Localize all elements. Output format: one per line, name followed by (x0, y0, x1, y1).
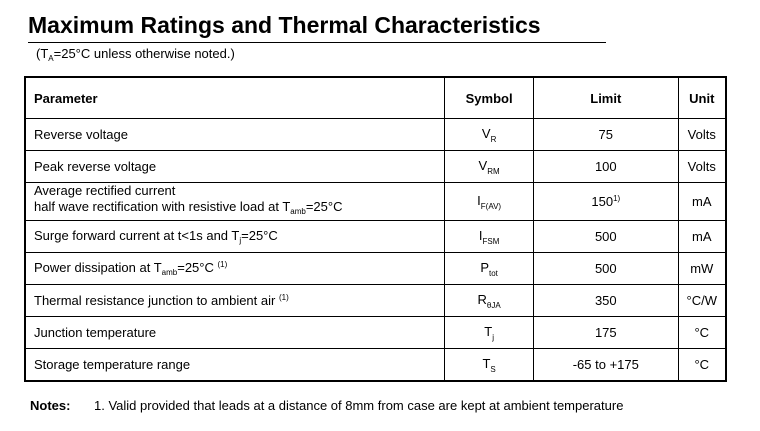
parameter-line-1: Average rectified current (34, 183, 176, 198)
row-limit: 350 (534, 285, 678, 317)
row-symbol (445, 221, 534, 253)
symbol-letter: T (482, 355, 491, 371)
row-limit: 75 (534, 119, 678, 151)
parameter-text-a: Surge forward current at t<1s and T (34, 228, 240, 243)
row-unit: °C (678, 317, 726, 349)
row-unit: mA (678, 221, 726, 253)
symbol-subscript: FSM (482, 236, 500, 246)
parameter-text-a: Power dissipation at T (34, 260, 162, 275)
symbol-letter: T (484, 323, 493, 339)
row-unit: °C (678, 349, 726, 382)
table-row (25, 349, 726, 382)
symbol-subscript: j (492, 332, 494, 342)
row-limit: -65 to +175 (534, 349, 678, 382)
parameter-subscript: j (239, 236, 242, 245)
row-unit: Volts (678, 119, 726, 151)
test-condition (36, 46, 235, 63)
row-limit: 175 (534, 317, 678, 349)
row-symbol (445, 119, 534, 151)
row-symbol (445, 349, 534, 382)
row-symbol (445, 151, 534, 183)
parameter-text: Thermal resistance junction to ambient air (34, 293, 276, 308)
row-unit: Volts (678, 151, 726, 183)
condition-subscript: A (48, 54, 54, 63)
symbol-letter: R (477, 291, 487, 307)
table-row (25, 221, 726, 253)
parameter-line-2a: half wave rectification with resistive load at T (34, 199, 291, 214)
note-item-1: 1. Valid provided that leads at a distance of 8mm from case are kept at ambient temperature (94, 398, 624, 413)
row-unit: °C/W (678, 285, 726, 317)
row-unit: mA (678, 183, 726, 221)
header-unit: Unit (678, 77, 726, 119)
symbol-letter: I (477, 192, 481, 208)
table-row (25, 151, 726, 183)
limit-footnote: 1) (613, 194, 621, 203)
symbol-subscript: θJA (486, 300, 501, 310)
row-symbol (445, 183, 534, 221)
symbol-subscript: RM (487, 166, 500, 176)
symbol-letter: P (480, 259, 489, 275)
parameter-subscript: amb (290, 207, 306, 216)
row-parameter (25, 253, 445, 285)
parameter-line-2b: =25°C (305, 199, 343, 214)
parameter-text-b: =25°C (177, 260, 214, 275)
symbol-letter: V (478, 157, 488, 173)
row-parameter (25, 285, 445, 317)
parameter-footnote: (1) (217, 260, 228, 269)
table-row (25, 183, 726, 221)
notes-label: Notes: (30, 398, 71, 413)
row-parameter: Junction temperature (25, 317, 445, 349)
symbol-subscript: tot (489, 268, 498, 278)
symbol-letter: V (481, 125, 491, 141)
row-parameter: Storage temperature range (25, 349, 445, 382)
symbol-subscript: S (490, 364, 496, 374)
header-row (25, 77, 726, 119)
table-row (25, 285, 726, 317)
row-symbol (445, 285, 534, 317)
table-row (25, 119, 726, 151)
parameter-text-b: =25°C (241, 228, 278, 243)
limit-value: 150 (591, 194, 614, 209)
condition-rest: =25°C unless otherwise noted.) (53, 46, 235, 61)
row-limit: 500 (534, 253, 678, 285)
ratings-table (24, 76, 727, 382)
symbol-subscript: F(AV) (480, 201, 502, 211)
row-symbol (445, 317, 534, 349)
row-parameter: Reverse voltage (25, 119, 445, 151)
parameter-footnote: (1) (278, 293, 289, 302)
symbol-letter: I (478, 227, 483, 243)
table-row (25, 317, 726, 349)
table-row (25, 253, 726, 285)
row-limit: 500 (534, 221, 678, 253)
row-parameter (25, 183, 445, 221)
condition-open: (T (36, 46, 49, 61)
section-title: Maximum Ratings and Thermal Characteristics (28, 12, 541, 38)
header-parameter: Parameter (25, 77, 445, 119)
row-symbol (445, 253, 534, 285)
symbol-subscript: R (490, 134, 497, 144)
row-unit: mW (678, 253, 726, 285)
notes (30, 398, 623, 413)
parameter-subscript: amb (161, 268, 178, 277)
row-parameter (25, 221, 445, 253)
title-underline (28, 42, 606, 43)
header-limit: Limit (534, 77, 678, 119)
row-parameter: Peak reverse voltage (25, 151, 445, 183)
header-symbol: Symbol (445, 77, 534, 119)
row-limit (534, 183, 678, 221)
row-limit: 100 (534, 151, 678, 183)
